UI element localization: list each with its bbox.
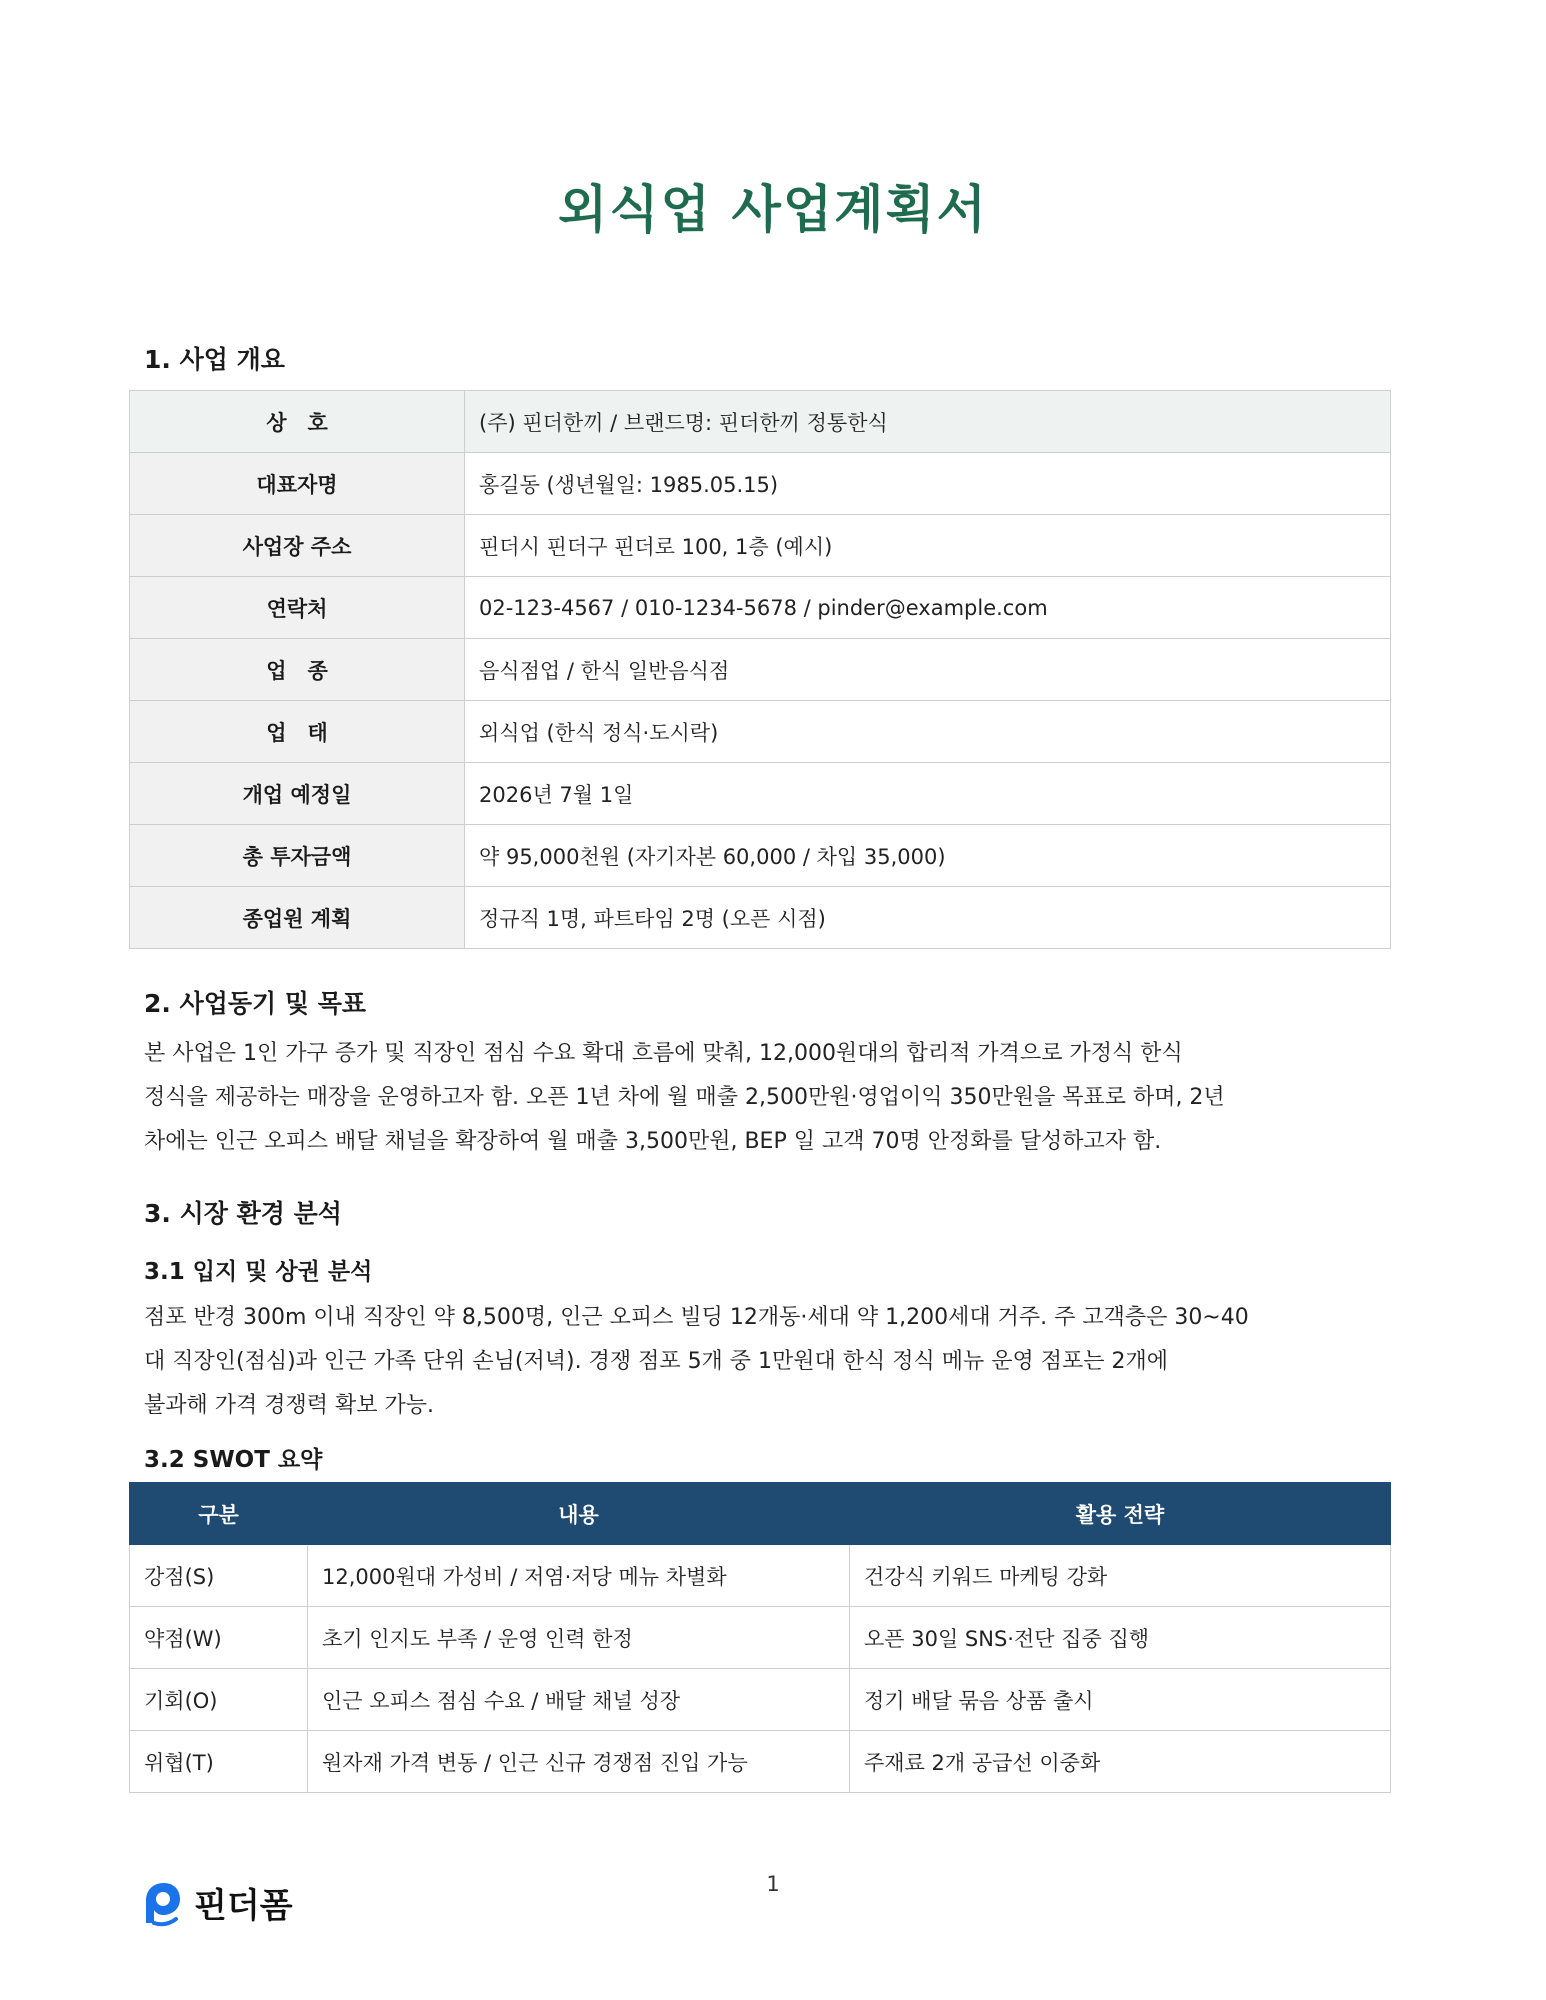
section2-paragraph xyxy=(144,1032,1406,1164)
row-value: 02-123-4567 / 010-1234-5678 / pinder@example.com xyxy=(465,577,1391,639)
row-label: 종업원 계획 xyxy=(130,887,465,949)
table-row xyxy=(130,825,1391,887)
table-row xyxy=(130,701,1391,763)
row-label: 대표자명 xyxy=(130,453,465,515)
section3-heading: 3. 시장 환경 분석 xyxy=(144,1199,342,1228)
overview-table xyxy=(129,390,1391,949)
row-value: 음식점업 / 한식 일반음식점 xyxy=(465,639,1391,701)
table-cell: 오픈 30일 SNS·전단 집중 집행 xyxy=(850,1607,1391,1669)
table-row xyxy=(130,763,1391,825)
column-header: 활용 전략 xyxy=(850,1483,1391,1545)
section2-heading: 2. 사업동기 및 목표 xyxy=(144,989,367,1018)
paragraph-line: 정식을 제공하는 매장을 운영하고자 함. 오픈 1년 차에 월 매출 2,500만원·영업이익 350만원을 목표로 하며, 2년 xyxy=(144,1085,1225,1110)
table-row xyxy=(130,887,1391,949)
table-cell: 초기 인지도 부족 / 운영 인력 한정 xyxy=(308,1607,850,1669)
table-cell: 위협(T) xyxy=(130,1731,308,1793)
section3-2-heading: 3.2 SWOT 요약 xyxy=(144,1447,323,1473)
section3-1-heading: 3.1 입지 및 상권 분석 xyxy=(144,1259,373,1285)
row-value: 핀더시 핀더구 핀더로 100, 1층 (예시) xyxy=(465,515,1391,577)
table-cell: 12,000원대 가성비 / 저염·저당 메뉴 차별화 xyxy=(308,1545,850,1607)
table-header-row xyxy=(130,1483,1391,1545)
table-row xyxy=(130,453,1391,515)
row-value: 홍길동 (생년월일: 1985.05.15) xyxy=(465,453,1391,515)
logo-text: 핀더폼 xyxy=(194,1886,293,1926)
table-cell: 정기 배달 묶음 상품 출시 xyxy=(850,1669,1391,1731)
row-label: 상 호 xyxy=(130,391,465,453)
table-cell: 기회(O) xyxy=(130,1669,308,1731)
paragraph-line: 차에는 인근 오피스 배달 채널을 확장하여 월 매출 3,500만원, BEP 일 고객 70명 안정화를 달성하고자 함. xyxy=(144,1129,1162,1154)
table-row xyxy=(130,1731,1391,1793)
row-label: 사업장 주소 xyxy=(130,515,465,577)
paragraph-line: 불과해 가격 경쟁력 확보 가능. xyxy=(144,1393,434,1418)
row-label: 개업 예정일 xyxy=(130,763,465,825)
row-label: 총 투자금액 xyxy=(130,825,465,887)
table-cell: 인근 오피스 점심 수요 / 배달 채널 성장 xyxy=(308,1669,850,1731)
table-row xyxy=(130,1607,1391,1669)
swot-table xyxy=(129,1482,1391,1793)
column-header: 내용 xyxy=(308,1483,850,1545)
row-value: (주) 핀더한끼 / 브랜드명: 핀더한끼 정통한식 xyxy=(465,391,1391,453)
section1-heading: 1. 사업 개요 xyxy=(144,345,285,374)
table-row xyxy=(130,1545,1391,1607)
row-value: 약 95,000천원 (자기자본 60,000 / 차입 35,000) xyxy=(465,825,1391,887)
paragraph-line: 점포 반경 300m 이내 직장인 약 8,500명, 인근 오피스 빌딩 12개동·세대 약 1,200세대 거주. 주 고객층은 30~40 xyxy=(144,1305,1249,1330)
paragraph-line: 본 사업은 1인 가구 증가 및 직장인 점심 수요 확대 흐름에 맞춰, 12,000원대의 합리적 가격으로 가정식 한식 xyxy=(144,1041,1183,1066)
row-value: 2026년 7월 1일 xyxy=(465,763,1391,825)
table-cell: 강점(S) xyxy=(130,1545,308,1607)
page-number: 1 xyxy=(766,1872,780,1896)
table-cell: 건강식 키워드 마케팅 강화 xyxy=(850,1545,1391,1607)
table-cell: 원자재 가격 변동 / 인근 신규 경쟁점 진입 가능 xyxy=(308,1731,850,1793)
table-row xyxy=(130,515,1391,577)
paragraph-line: 대 직장인(점심)과 인근 가족 단위 손님(저녁). 경쟁 점포 5개 중 1만원대 한식 정식 메뉴 운영 점포는 2개에 xyxy=(144,1349,1169,1374)
row-label: 업 태 xyxy=(130,701,465,763)
row-value: 외식업 (한식 정식·도시락) xyxy=(465,701,1391,763)
page-title: 외식업 사업계획서 xyxy=(558,181,988,240)
section3-1-paragraph xyxy=(144,1296,1406,1428)
table-cell: 주재료 2개 공급선 이중화 xyxy=(850,1731,1391,1793)
table-row xyxy=(130,577,1391,639)
row-value: 정규직 1명, 파트타임 2명 (오픈 시점) xyxy=(465,887,1391,949)
table-row xyxy=(130,391,1391,453)
row-label: 연락처 xyxy=(130,577,465,639)
column-header: 구분 xyxy=(130,1483,308,1545)
table-cell: 약점(W) xyxy=(130,1607,308,1669)
row-label: 업 종 xyxy=(130,639,465,701)
table-row xyxy=(130,639,1391,701)
table-row xyxy=(130,1669,1391,1731)
